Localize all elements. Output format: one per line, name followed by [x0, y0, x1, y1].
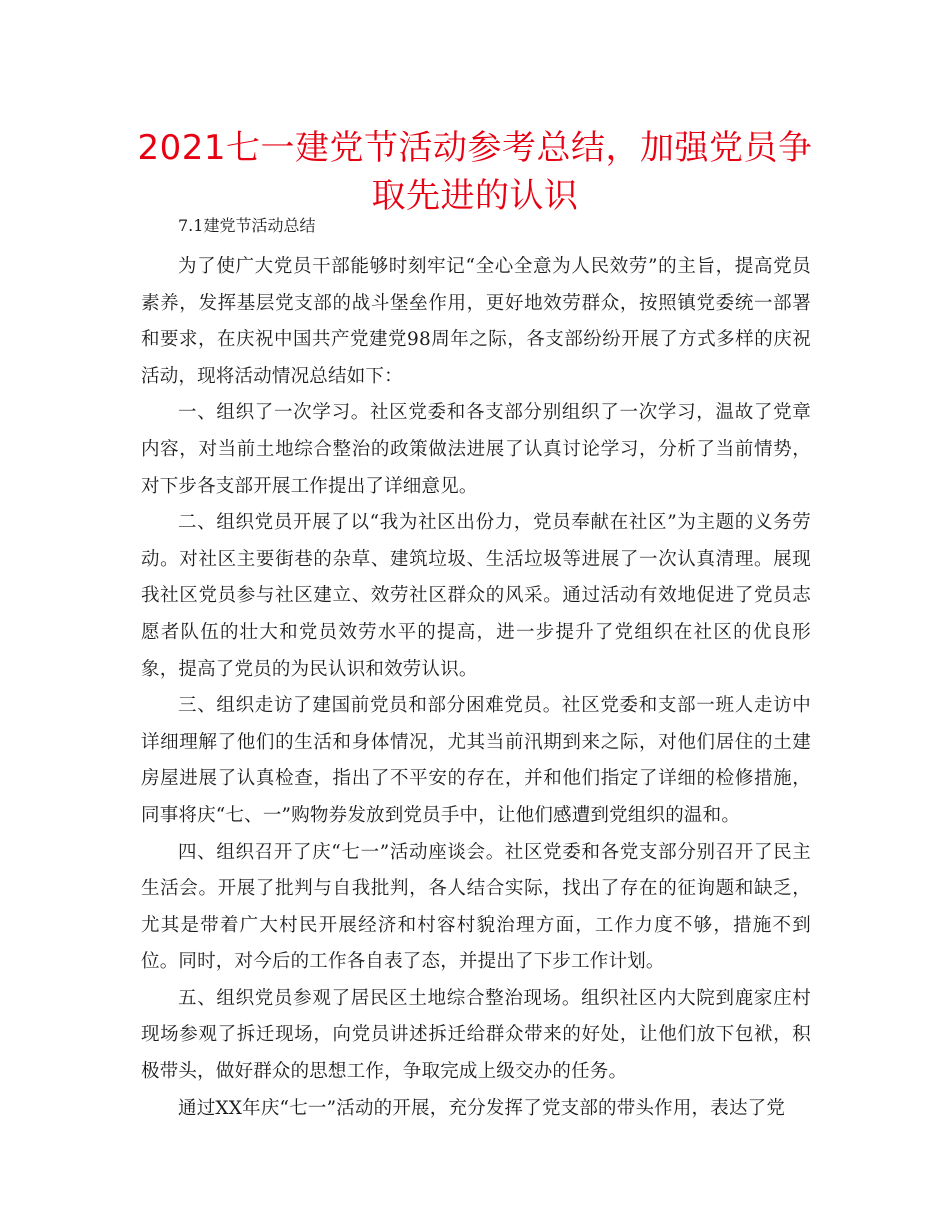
paragraph-item-5: 五、组织党员参观了居民区土地综合整治现场。组织社区内大院到鹿家庄村现场参观了拆迁现场，向党员讲述拆迁给群众带来的好处，让他们放下包袱，积极带头，做好群众的思想工作，争取完成上级交办的任务。 — [141, 987, 811, 1083]
document-body — [141, 249, 811, 1127]
paragraph-item-1: 一、组织了一次学习。社区党委和各支部分别组织了一次学习，温故了党章内容，对当前土地综合整治的政策做法进展了认真讨论学习，分析了当前情势，对下步各支部开展工作提出了详细意见。 — [141, 402, 811, 497]
paragraph-item-2: 二、组织党员开展了以“我为社区出份力，党员奉献在社区”为主题的义务劳动。对社区主要街巷的杂草、建筑垃圾、生活垃圾等进展了一次认真清理。展现我社区党员参与社区建立、效劳社区群众的风采。通过活动有效地促进了党员志愿者队伍的壮大和党员效劳水平的提高，进一步提升了党组织在社区的优良形象，提高了党员的为民认识和效劳认识。 — [141, 512, 811, 680]
section-heading: 7.1建党节活动总结 — [178, 216, 316, 235]
document-title: 2021七一建党节活动参考总结，加强党员争取先进的认识 — [137, 128, 813, 216]
paragraph-item-4: 四、组织召开了庆“七一”活动座谈会。社区党委和各党支部分别召开了民主生活会。开展了批判与自我批判，各人结合实际，找出了存在的征询题和缺乏，尤其是带着广大村民开展经济和村容村貌治理方面，工作力度不够，措施不到位。同时，对今后的工作各自表了态，并提出了下步工作计划。 — [141, 841, 811, 973]
paragraph-conclusion: 通过XX年庆“七一”活动的开展，充分发挥了党支部的带头作用，表达了党 — [178, 1097, 786, 1119]
paragraph-item-3: 三、组织走访了建国前党员和部分困难党员。社区党委和支部一班人走访中详细理解了他们的生活和身体情况，尤其当前汛期到来之际，对他们居住的土建房屋进展了认真检查，指出了不平安的存在，并和他们指定了详细的检修措施，同事将庆“七、一”购物券发放到党员手中，让他们感遭到党组织的温和。 — [141, 695, 811, 826]
paragraph-intro: 为了使广大党员干部能够时刻牢记“全心全意为人民效劳”的主旨，提高党员素养，发挥基层党支部的战斗堡垒作用，更好地效劳群众，按照镇党委统一部署和要求，在庆祝中国共产党建党98周年之际，各支部纷纷开展了方式多样的庆祝活动，现将活动情况总结如下： — [141, 256, 811, 387]
